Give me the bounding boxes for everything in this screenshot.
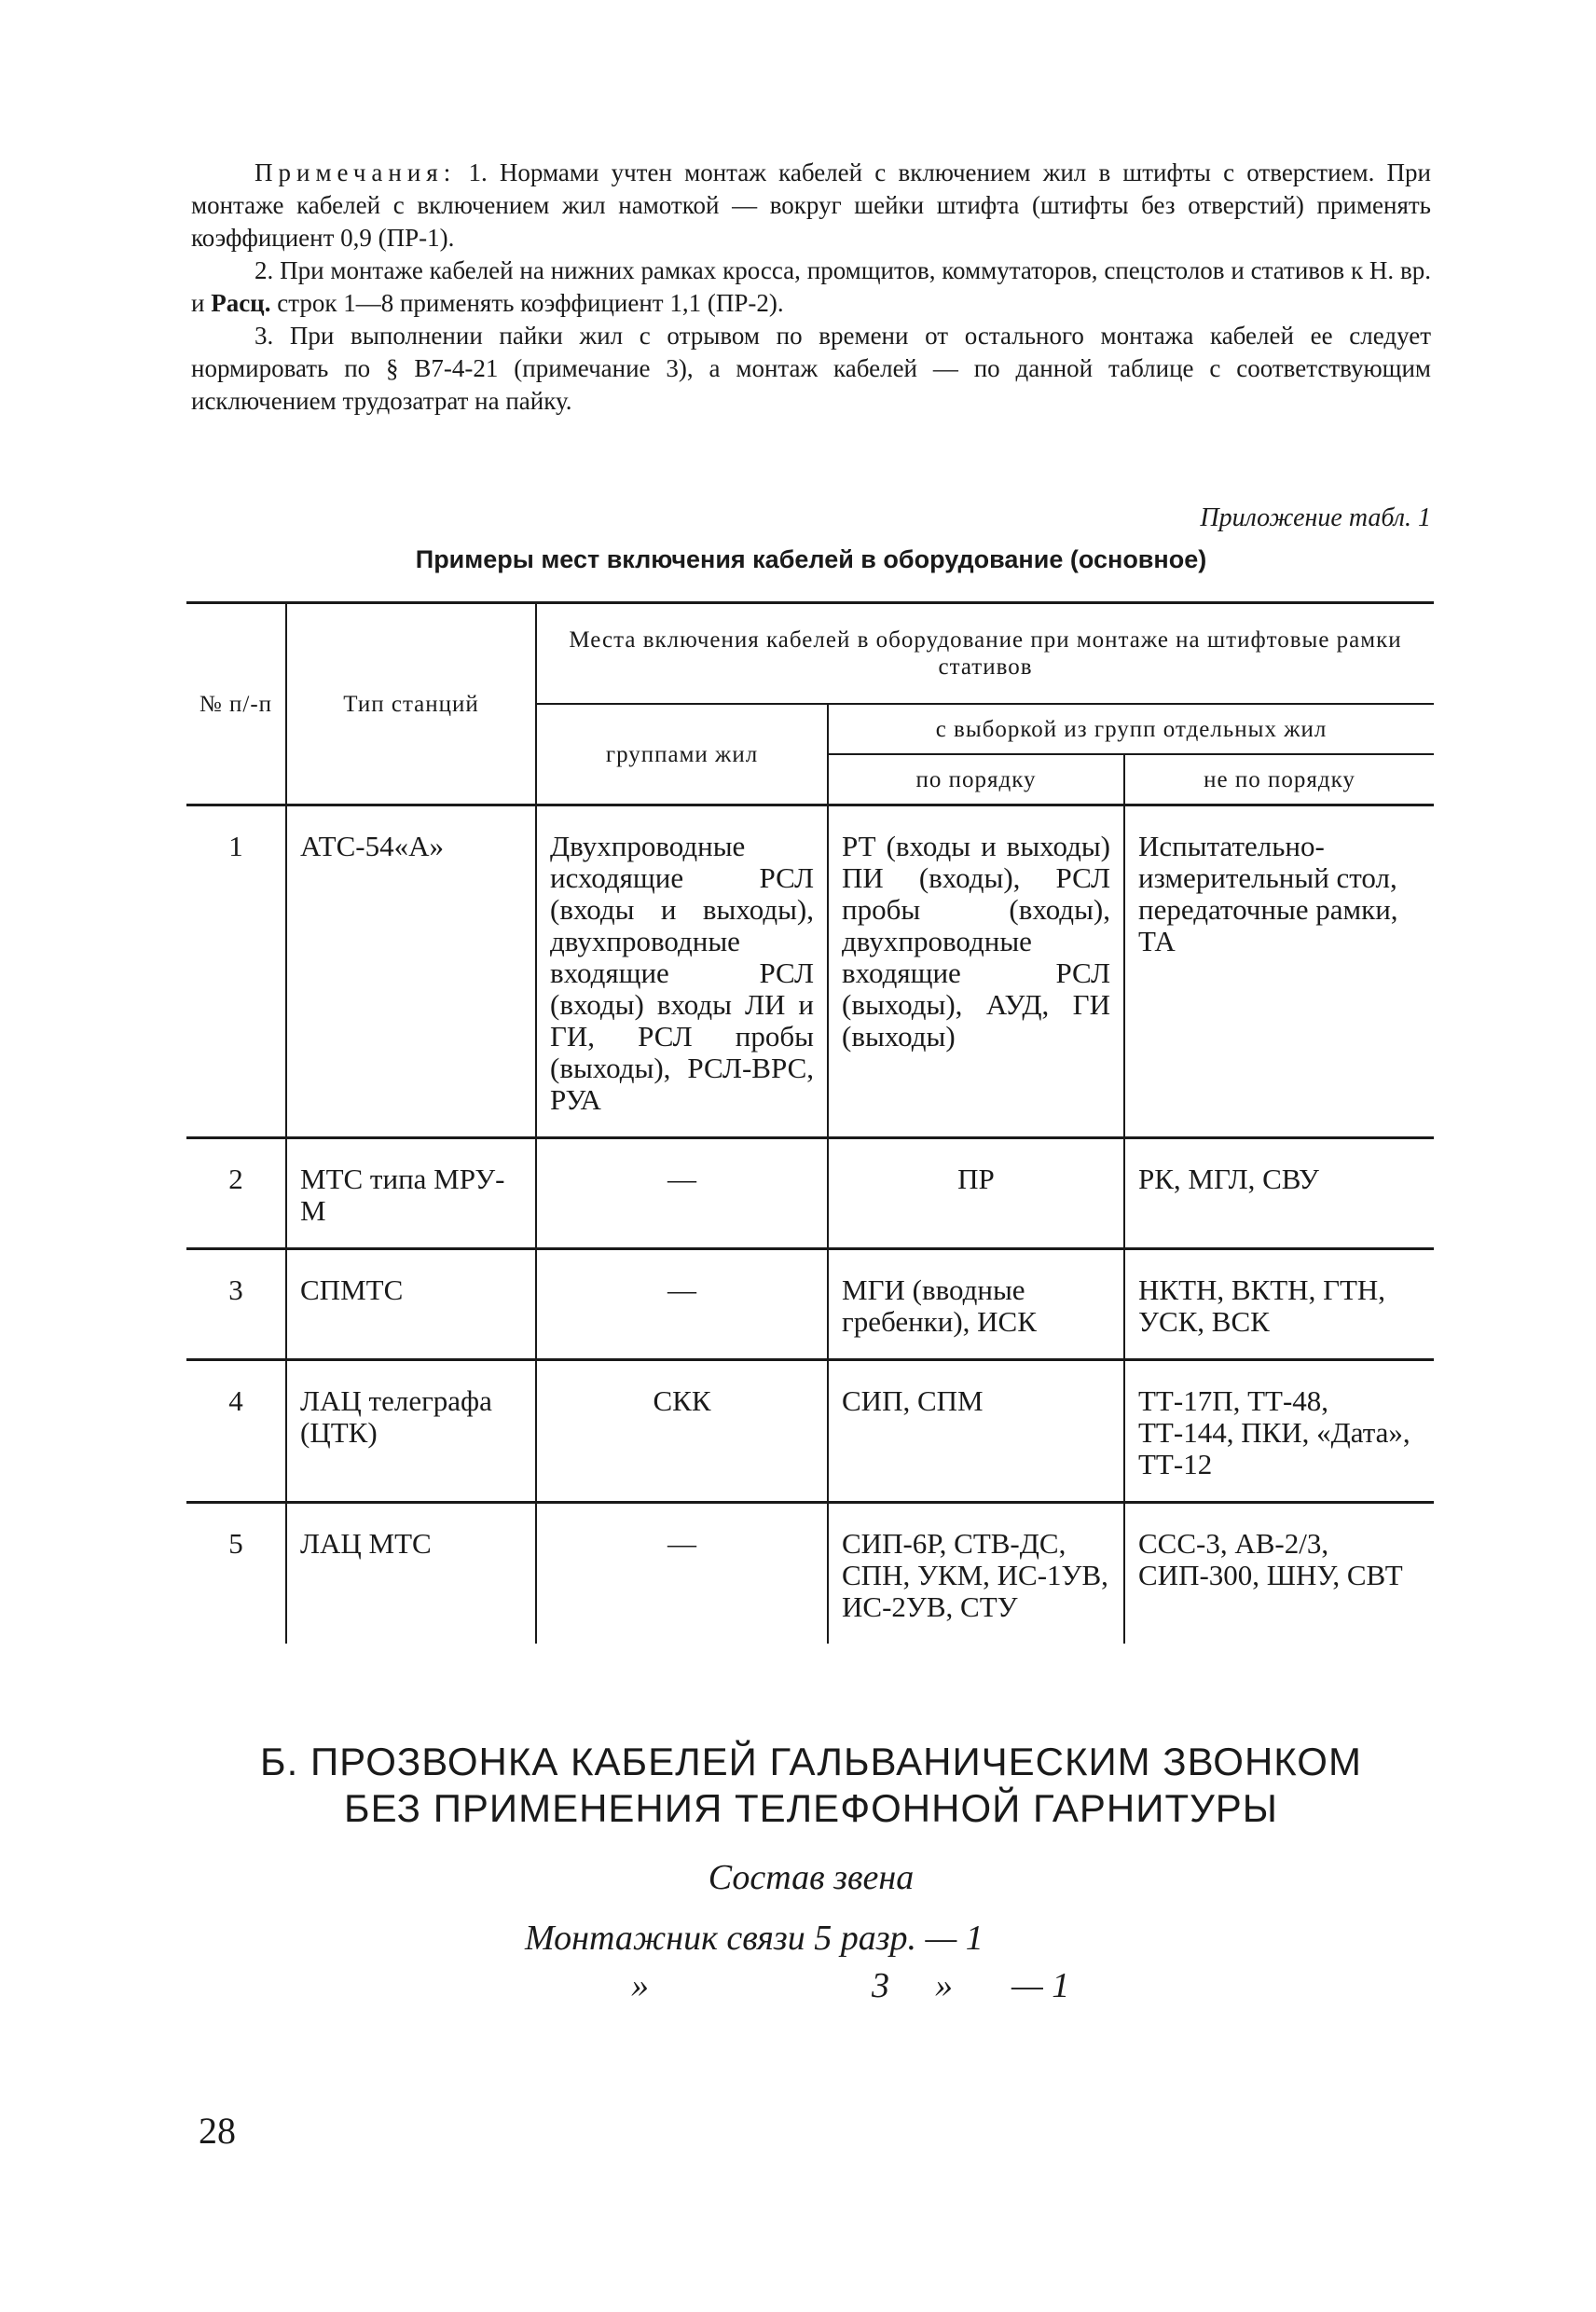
row-groups: — <box>536 1503 828 1645</box>
row-station: АТС-54«А» <box>286 805 536 1138</box>
row-in-order: СИП, СПМ <box>828 1360 1124 1503</box>
row-not-in-order: РК, МГЛ, СВУ <box>1124 1138 1434 1249</box>
row-num: 2 <box>228 1163 243 1195</box>
row-not-in-order: ТТ-17П, ТТ-48, ТТ-144, ПКИ, «Дата», ТТ-12 <box>1124 1360 1434 1503</box>
row-groups: — <box>536 1138 828 1249</box>
header-selection: с выборкой из групп отдельных жил <box>828 704 1434 754</box>
note-1-text: 1. Нормами учтен монтаж кабелей с включением жил в штифты с отверстием. При монтаже кабелей с включением жил намоткой — вокруг шейки штифта (штифты без отверстий) применять коэффициент 0,9 (ПР-1). <box>191 158 1431 252</box>
crew-ditto-2: » <box>935 1966 953 2005</box>
section-title-line-2: БЕЗ ПРИМЕНЕНИЯ ТЕЛЕФОННОЙ ГАРНИТУРЫ <box>344 1786 1278 1830</box>
crew-grade-2: 3 <box>872 1966 889 2005</box>
notes-block <box>191 157 1431 418</box>
crew-ditto-1: » <box>631 1966 649 2005</box>
row-not-in-order: Испытательно-измерительный стол, передаточные рамки, ТА <box>1124 805 1434 1138</box>
row-not-in-order: НКТН, ВКТН, ГТН, УСК, ВСК <box>1124 1249 1434 1360</box>
header-not-in-order: не по порядку <box>1124 754 1434 805</box>
row-in-order: СИП-6Р, СТВ-ДС, СПН, УКМ, ИС-1УВ, ИС-2УВ, СТУ <box>828 1503 1124 1645</box>
appendix-label: Приложение табл. 1 <box>1200 503 1431 532</box>
crew-count-2: — 1 <box>1011 1966 1070 2005</box>
row-station: СПМТС <box>286 1249 536 1360</box>
table-row <box>186 1249 1434 1360</box>
note-2-bold: Расц. <box>211 289 271 317</box>
header-station: Тип станций <box>286 603 536 805</box>
note-3: 3. При выполнении пайки жил с отрывом по времени от остального монтажа кабелей ее следует нормировать по § В7-4-21 (примечание 3), а монтаж кабелей — по данной таблице с соответствующим исключением трудозатрат на пайку. <box>191 322 1431 415</box>
header-num: № п/-п <box>186 603 286 805</box>
crew-title: Состав звена <box>708 1858 915 1897</box>
row-num: 3 <box>228 1273 243 1306</box>
row-station: ЛАЦ МТС <box>286 1503 536 1645</box>
section-title-line-1: Б. ПРОЗВОНКА КАБЕЛЕЙ ГАЛЬВАНИЧЕСКИМ ЗВОНКОМ <box>260 1740 1362 1783</box>
row-groups: СКК <box>536 1360 828 1503</box>
row-station: ЛАЦ телеграфа (ЦТК) <box>286 1360 536 1503</box>
header-in-order: по порядку <box>828 754 1124 805</box>
note-2-text-b: строк 1—8 применять коэффициент 1,1 (ПР-2). <box>270 289 784 317</box>
section-title <box>191 1739 1431 1832</box>
row-in-order: ПР <box>828 1138 1124 1249</box>
crew-worker-1: Монтажник связи 5 разр. — 1 <box>525 1919 984 1958</box>
table-row <box>186 1138 1434 1249</box>
row-groups: — <box>536 1249 828 1360</box>
note-2-text-a: 2. При монтаже кабелей на нижних рамках кросса, промщитов, коммутаторов, спецстолов и стативов к Н. вр. и <box>191 256 1431 317</box>
stations-table <box>186 601 1434 1644</box>
note-2 <box>191 255 1431 320</box>
table-row <box>186 1360 1434 1503</box>
table-title: Примеры мест включения кабелей в оборудование (основное) <box>415 545 1207 573</box>
row-station: МТС типа МРУ-М <box>286 1138 536 1249</box>
row-num: 5 <box>228 1527 243 1560</box>
page-number: 28 <box>199 2110 236 2152</box>
row-num: 1 <box>228 830 243 862</box>
header-places: Места включения кабелей в оборудование при монтаже на штифтовые рамки стативов <box>536 603 1434 705</box>
row-in-order: РТ (входы и выходы) ПИ (входы), РСЛ пробы (входы), двухпроводные входящие РСЛ (выходы), АУД, ГИ (выходы) <box>828 805 1124 1138</box>
table-row <box>186 1503 1434 1645</box>
row-in-order: МГИ (вводные гребенки), ИСК <box>828 1249 1124 1360</box>
table-row <box>186 805 1434 1138</box>
row-num: 4 <box>228 1384 243 1417</box>
row-groups: Двухпроводные исходящие РСЛ (входы и выходы), двухпроводные входящие РСЛ (входы) входы ЛИ и ГИ, РСЛ пробы (выходы), РСЛ-ВРС, РУА <box>536 805 828 1138</box>
note-1 <box>191 157 1431 255</box>
notes-lead: Примечания: <box>255 158 457 186</box>
row-not-in-order: ССС-3, АВ-2/3, СИП-300, ШНУ, СВТ <box>1124 1503 1434 1645</box>
header-groups: группами жил <box>536 704 828 805</box>
